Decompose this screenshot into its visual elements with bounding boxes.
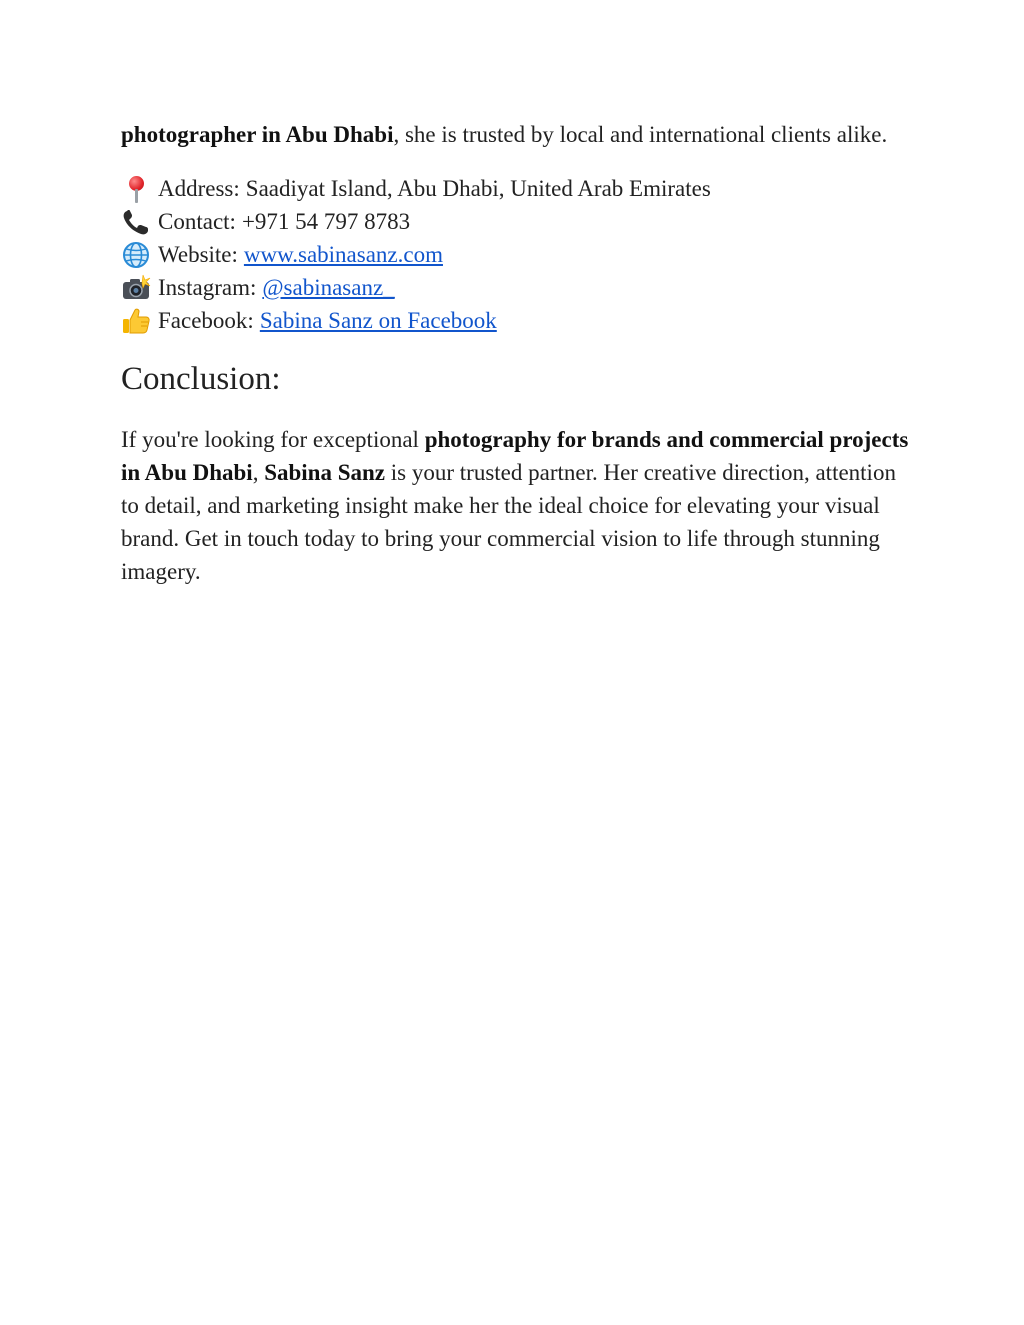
instagram-row — [121, 271, 911, 304]
camera-flash-icon — [121, 274, 152, 302]
facebook-row — [121, 304, 911, 337]
phone-row — [121, 205, 911, 238]
instagram-link[interactable]: @sabinasanz_ — [262, 275, 395, 300]
website-row — [121, 238, 911, 271]
conclusion-paragraph — [121, 423, 911, 588]
intro-paragraph — [121, 118, 911, 151]
intro-bold-text: photographer in Abu Dhabi — [121, 122, 394, 147]
facebook-label: Facebook: — [158, 308, 254, 333]
address-row — [121, 172, 911, 205]
address-label: Address: — [158, 176, 240, 201]
conclusion-text-2: , — [252, 460, 265, 485]
intro-text: , she is trusted by local and international clients alike. — [393, 122, 888, 147]
website-label: Website: — [158, 242, 238, 267]
contact-value: +971 54 797 8783 — [241, 209, 411, 234]
globe-icon — [121, 241, 152, 269]
thumbs-up-icon — [121, 307, 152, 335]
conclusion-bold-1: photography for brands and commercial projects in Abu Dhabi — [121, 427, 909, 485]
conclusion-bold-2: Sabina Sanz — [264, 460, 386, 485]
website-link[interactable]: www.sabinasanz.com — [243, 242, 443, 267]
conclusion-text-1: If you're looking for exceptional — [121, 427, 425, 452]
address-value: Saadiyat Island, Abu Dhabi, United Arab Emirates — [245, 176, 711, 201]
facebook-link[interactable]: Sabina Sanz on Facebook — [259, 308, 497, 333]
contact-list — [121, 172, 911, 337]
contact-label: Contact: — [158, 209, 236, 234]
instagram-label: Instagram: — [158, 275, 257, 300]
document-page — [121, 118, 911, 588]
conclusion-text-3: is your trusted partner. Her creative direction, attention to detail, and marketing insight make her the ideal choice for elevating your visual brand. Get in touch today to bring your commercial vision to life through stunning imagery. — [121, 460, 896, 584]
conclusion-heading: Conclusion: — [121, 361, 281, 397]
phone-icon — [121, 208, 152, 236]
pin-icon — [121, 175, 152, 203]
